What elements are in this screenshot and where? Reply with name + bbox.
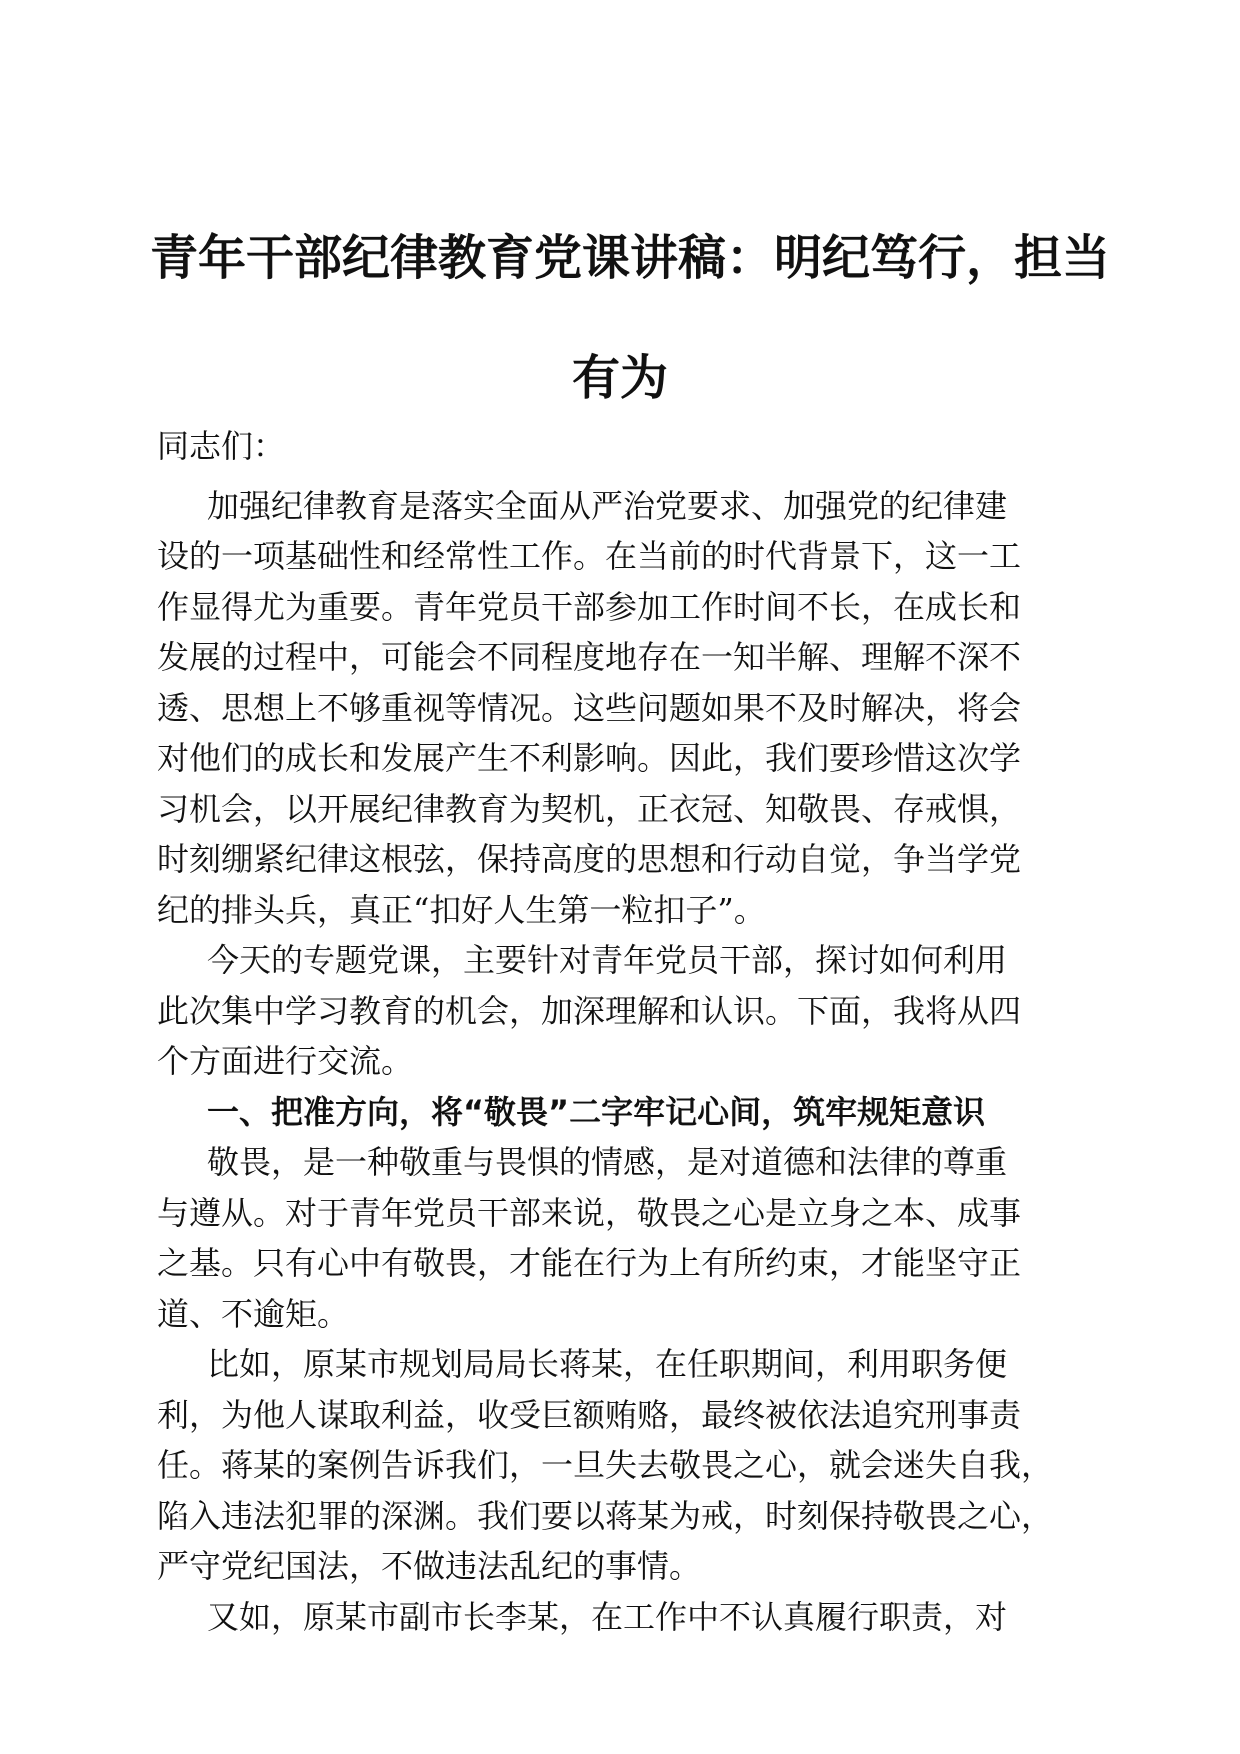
document-page: 青年干部纪律教育党课讲稿：明纪笃行，担当 有为 同志们： 加强纪律教育是落实全面从严治党要求、加强党的纪律建 设的一项基础性和经常性工作。在当前的时代背景下，这一工 作显得尤为重要。青年党员干部参加工作时间不长，在成长和 发展的过程中，可能会不同程度地存在一知半解、理解不深不 透、思想上不够重视等情况。这些问题如果不及时解决，将会 对他们的成长和发展产生不利影响。因此，我们要珍惜这次学 习机会，以开展纪律教育为契机，正衣冠、知敬畏、存戒惧， 时刻绷紧纪律这根弦，保持高度的思想和行动自觉，争当学党 纪的排头兵，真正“扣好人生第一粒扣子”。 今天的专题党课，主要针对青年党员干部，探讨如何利用 此次集中学习教育的机会，加深理解和认识。下面，我将从四 个方面进行交流。 一、把准方向，将“敬畏”二字牢记心间，筑牢规矩意识 敬畏，是一种敬重与畏惧的情感，是对道德和法律的尊重 与遵从。对于青年党员干部来说，敬畏之心是立身之本、成事 之基。只有心中有敬畏，才能在行为上有所约束，才能坚守正 道、不逾矩。 比如，原某市规划局局长蒋某，在任职期间，利用职务便 利，为他人谋取利益，收受巨额贿赂，最终被依法追究刑事责 任。蒋某的案例告诉我们，一旦失去敬畏之心，就会迷失自我， 陷入违法犯罪的深渊。我们要以蒋某为戒，时刻保持敬畏之心， 严守党纪国法，不做违法乱纪的事情。 又如，原某市副市长李某，在工作中不认真履行职责，对 <box>0 0 1240 1754</box>
document-title-line-2: 有为 <box>571 350 668 406</box>
document-title-line-1: 青年干部纪律教育党课讲稿：明纪笃行，担当 <box>150 230 1111 286</box>
